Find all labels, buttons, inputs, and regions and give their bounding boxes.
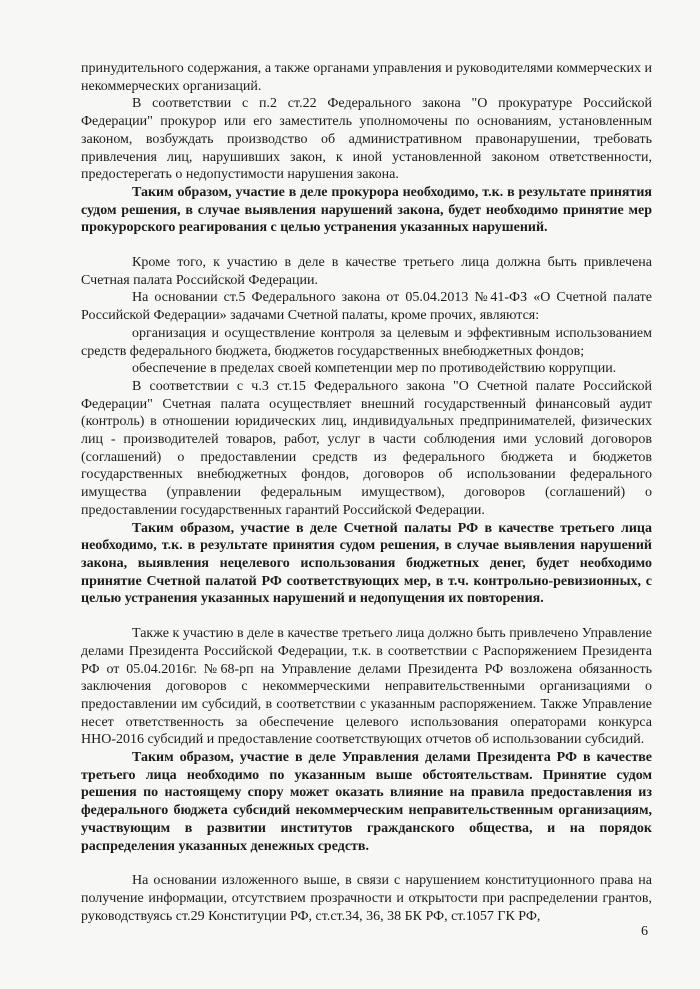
paragraph-continuation: принудительного содержания, а также органами управления и руководителями коммерческих и некоммерческих организаций. [81, 61, 652, 94]
paragraph-accounts-chamber-audit: В соответствии с ч.3 ст.15 Федерального закона "О Счетной палате Российской Федерации" Счетная палата осуществляет внешний государственный финансовый аудит (контроль) в отношении юридических лиц, индивидуальных предпринимателей, физических лиц - производителей товаров, работ, услуг в части соблюдения ими условий договоров (соглашений) о предоставлении средств из федерального бюджета и бюджетов государственных внебюджетных фондов, договоров об использовании федерального имущества (управлении федеральным имуществом), договоров (соглашений) о предоставлении государственных гарантий Российской Федерации. [81, 378, 652, 518]
paragraph-prosecutor-law: В соответствии с п.2 ст.22 Федерального закона "О прокуратуре Российской Федерации" прокурор или его заместитель уполномочены по основаниям, установленным законом, возбуждать производство об административном правонарушении, требовать привлечения лиц, нарушивших закон, к иной установленной законом ответственности, предостерегать о недопустимости нарушения закона. [81, 96, 652, 183]
paragraph-gap [81, 855, 652, 872]
paragraph-accounts-chamber-law: На основании ст.5 Федерального закона от 05.04.2013 №41-ФЗ «О Счетной палате Российской Федерации» задачами Счетной палаты, кроме прочих, являются: [81, 290, 652, 324]
paragraph-accounts-chamber-intro: Кроме того, к участию в деле в качестве третьего лица должна быть привлечена Счетная палата Российской Федерации. [81, 255, 652, 288]
paragraph-task-corruption: обеспечение в пределах своей компетенции мер по противодействию коррупции. [132, 361, 617, 377]
paragraph-task-control: организация и осуществление контроля за целевым и эффективным использованием средств федерального бюджета, бюджетов государственных внебюджетных фондов; [81, 325, 652, 359]
paragraph-accounts-chamber-conclusion: Таким образом, участие в деле Счетной палаты РФ в качестве третьего лица необходимо, т.к. в результате принятия судом решения, в случае выявления нарушений закона, выявления нецелевого использования бюджетных денег, будет необходимо принятие Счетной палатой РФ соответствующих мер, в т.ч. контрольно-ревизионных, с целью устранения указанных нарушений и недопущения их повторения. [81, 520, 652, 607]
paragraph-prosecutor-conclusion: Таким образом, участие в деле прокурора необходимо, т.к. в результате принятия судом решения, в случае выявления нарушений закона, будет необходимо принятие мер прокурорского реагирования с целью устранения указанных нарушений. [81, 184, 652, 236]
paragraph-final-basis: На основании изложенного выше, в связи с нарушением конституционного права на получение информации, отсутствием прозрачности и открытости при распределении грантов, руководствуясь ст.29 Конституции РФ, ст.ст.34, 36, 38 БК РФ, ст.1057 ГК РФ, [81, 873, 652, 924]
paragraph-presidential-administration: Также к участию в деле в качестве третьего лица должно быть привлечено Управление делами Президента Российской Федерации, т.к. в соответствии с Распоряжением Президента РФ от 05.04.2016г. №68-рп на Управление делами Президента РФ возложена обязанность заключения договоров с некоммерческими неправительственными организациями о предоставлении им субсидий, в соответствии с указанным распоряжением. Также Управление несет ответственность за обеспечение целевого использования операторами конкурса ННО-2016 субсидий и предоставление соответствующих отчетов об использовании субсидий. [81, 626, 652, 748]
paragraph-gap [81, 237, 652, 254]
page-number: 6 [641, 924, 648, 939]
paragraph-presidential-administration-conclusion: Таким образом, участие в деле Управления делами Президента РФ в качестве третьего лица необходимо по указанным выше обстоятельствам. Принятие судом решения по настоящему спору может оказать влияние на правила предоставления из федерального бюджета субсидий некоммерческим неправительственным организациям, участвующим в развитии институтов гражданского общества, и на порядок распределения указанных денежных средств. [81, 750, 652, 854]
paragraph-gap [81, 608, 652, 625]
